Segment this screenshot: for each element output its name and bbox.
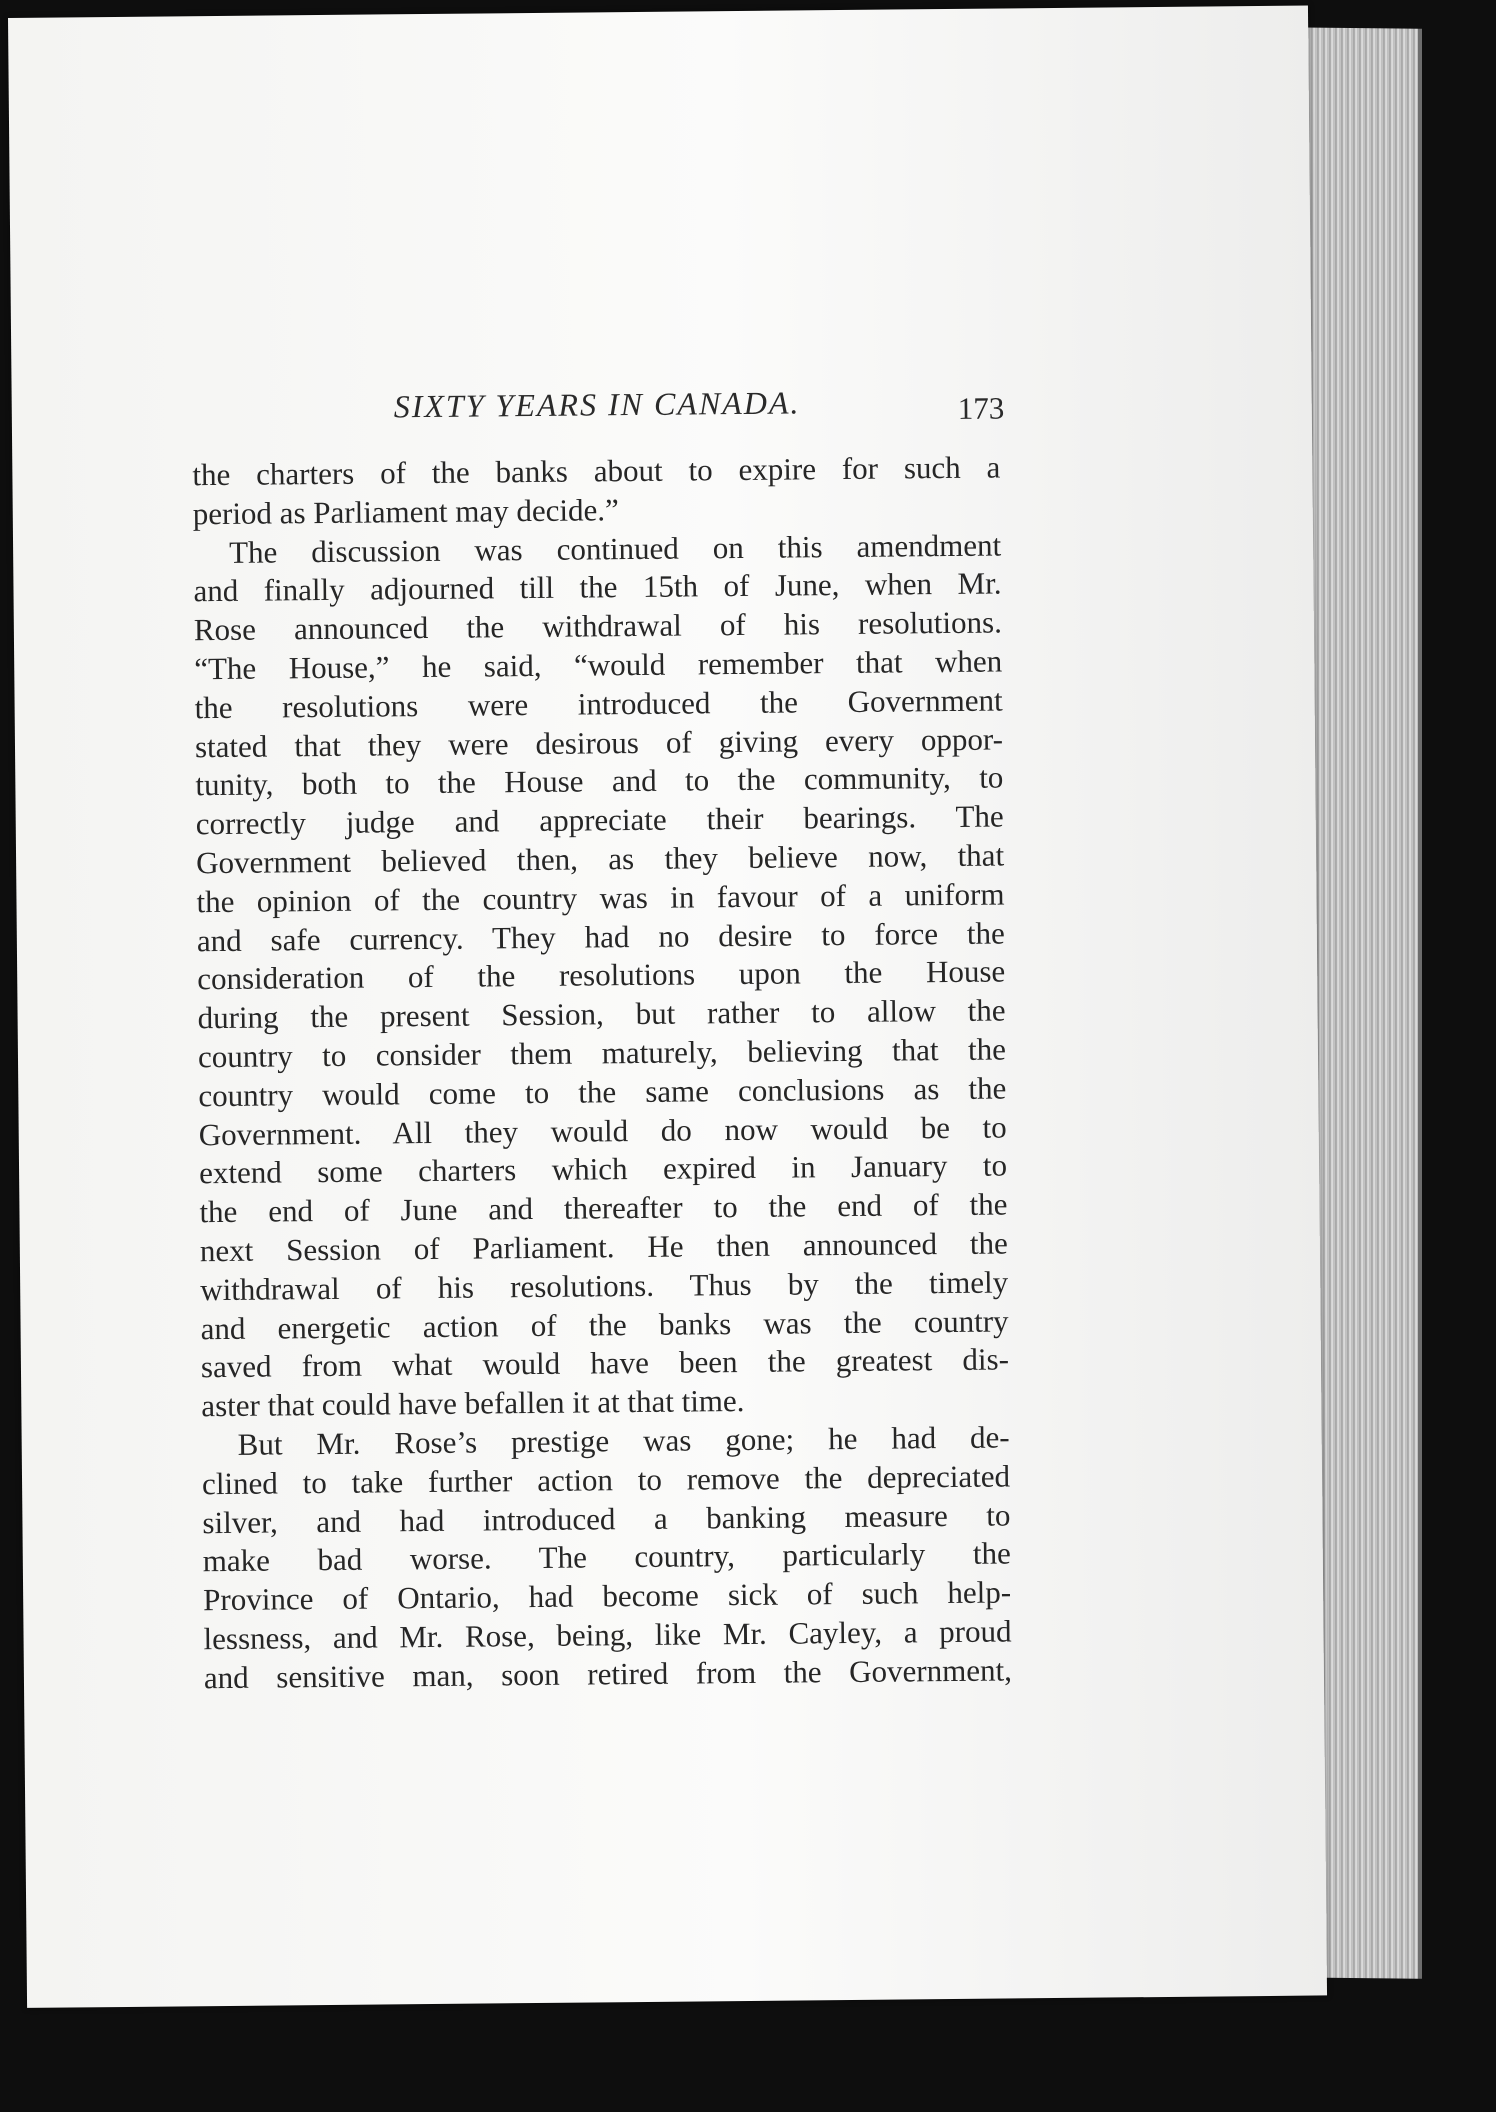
running-head: SIXTY YEARS IN CANADA. (393, 384, 801, 425)
book-page (8, 6, 1327, 2008)
text-line: The discussion was continued on this amendment (228, 527, 1002, 570)
text-line: the end of June and thereafter to the end of the (199, 1186, 1008, 1230)
text-line: during the present Session, but rather to allow the (197, 992, 1006, 1036)
text-line: tunity, both to the House and to the community, to (195, 759, 1004, 803)
text-line: and sensitive man, soon retired from the Government, (203, 1652, 1013, 1695)
page-number: 173 (957, 390, 1005, 426)
text-line: stated that they were desirous of giving every oppor- (194, 721, 1004, 764)
text-line: extend some charters which expired in January to (198, 1147, 1008, 1191)
text-line: Government. All they would do now would be to (198, 1109, 1007, 1152)
text-line: “The House,” he said, “would remember that when (194, 643, 1003, 687)
text-line: and finally adjourned till the 15th of June, when Mr. (193, 565, 1002, 609)
text-line: withdrawal of his resolutions. Thus by the timely (200, 1264, 1009, 1307)
text-line: the resolutions were introduced the Government (194, 682, 1003, 726)
text-line: saved from what would have been the greatest dis- (200, 1341, 1010, 1385)
text-line: and energetic action of the banks was the country (200, 1302, 1009, 1346)
text-line: country would come to the same conclusions as the (198, 1070, 1007, 1113)
text-line: country to consider them maturely, believing that the (197, 1031, 1007, 1075)
text-line: Government believed then, as they believe now, that (195, 837, 1005, 881)
text-line: consideration of the resolutions upon the House (197, 953, 1006, 997)
text-line: But Mr. Rose’s prestige was gone; he had de- (237, 1419, 1010, 1462)
text-line: and safe currency. They had no desire to force the (196, 915, 1005, 958)
text-line: silver, and had introduced a banking measure to (202, 1496, 1011, 1540)
text-line: period as Parliament may decide.” (192, 491, 620, 532)
body-text (192, 448, 1012, 1697)
text-line: the opinion of the country was in favour of a uniform (196, 876, 1005, 919)
text-line: lessness, and Mr. Rose, being, like Mr. Cayley, a proud (203, 1613, 1012, 1657)
text-line: Province of Ontario, had become sick of such help- (203, 1574, 1012, 1618)
text-line: make bad worse. The country, particularly the (202, 1535, 1011, 1579)
text-line: correctly judge and appreciate their bearings. The (195, 798, 1004, 842)
text-line: next Session of Parliament. He then announced the (199, 1225, 1008, 1269)
page-header (12, 380, 1312, 442)
text-line: clined to take further action to remove the depreciated (201, 1458, 1011, 1501)
text-line: the charters of the banks about to expire for such a (192, 449, 1001, 493)
text-line: Rose announced the withdrawal of his resolutions. (193, 604, 1003, 648)
text-line: aster that could have befallen it at that time. (201, 1383, 745, 1424)
